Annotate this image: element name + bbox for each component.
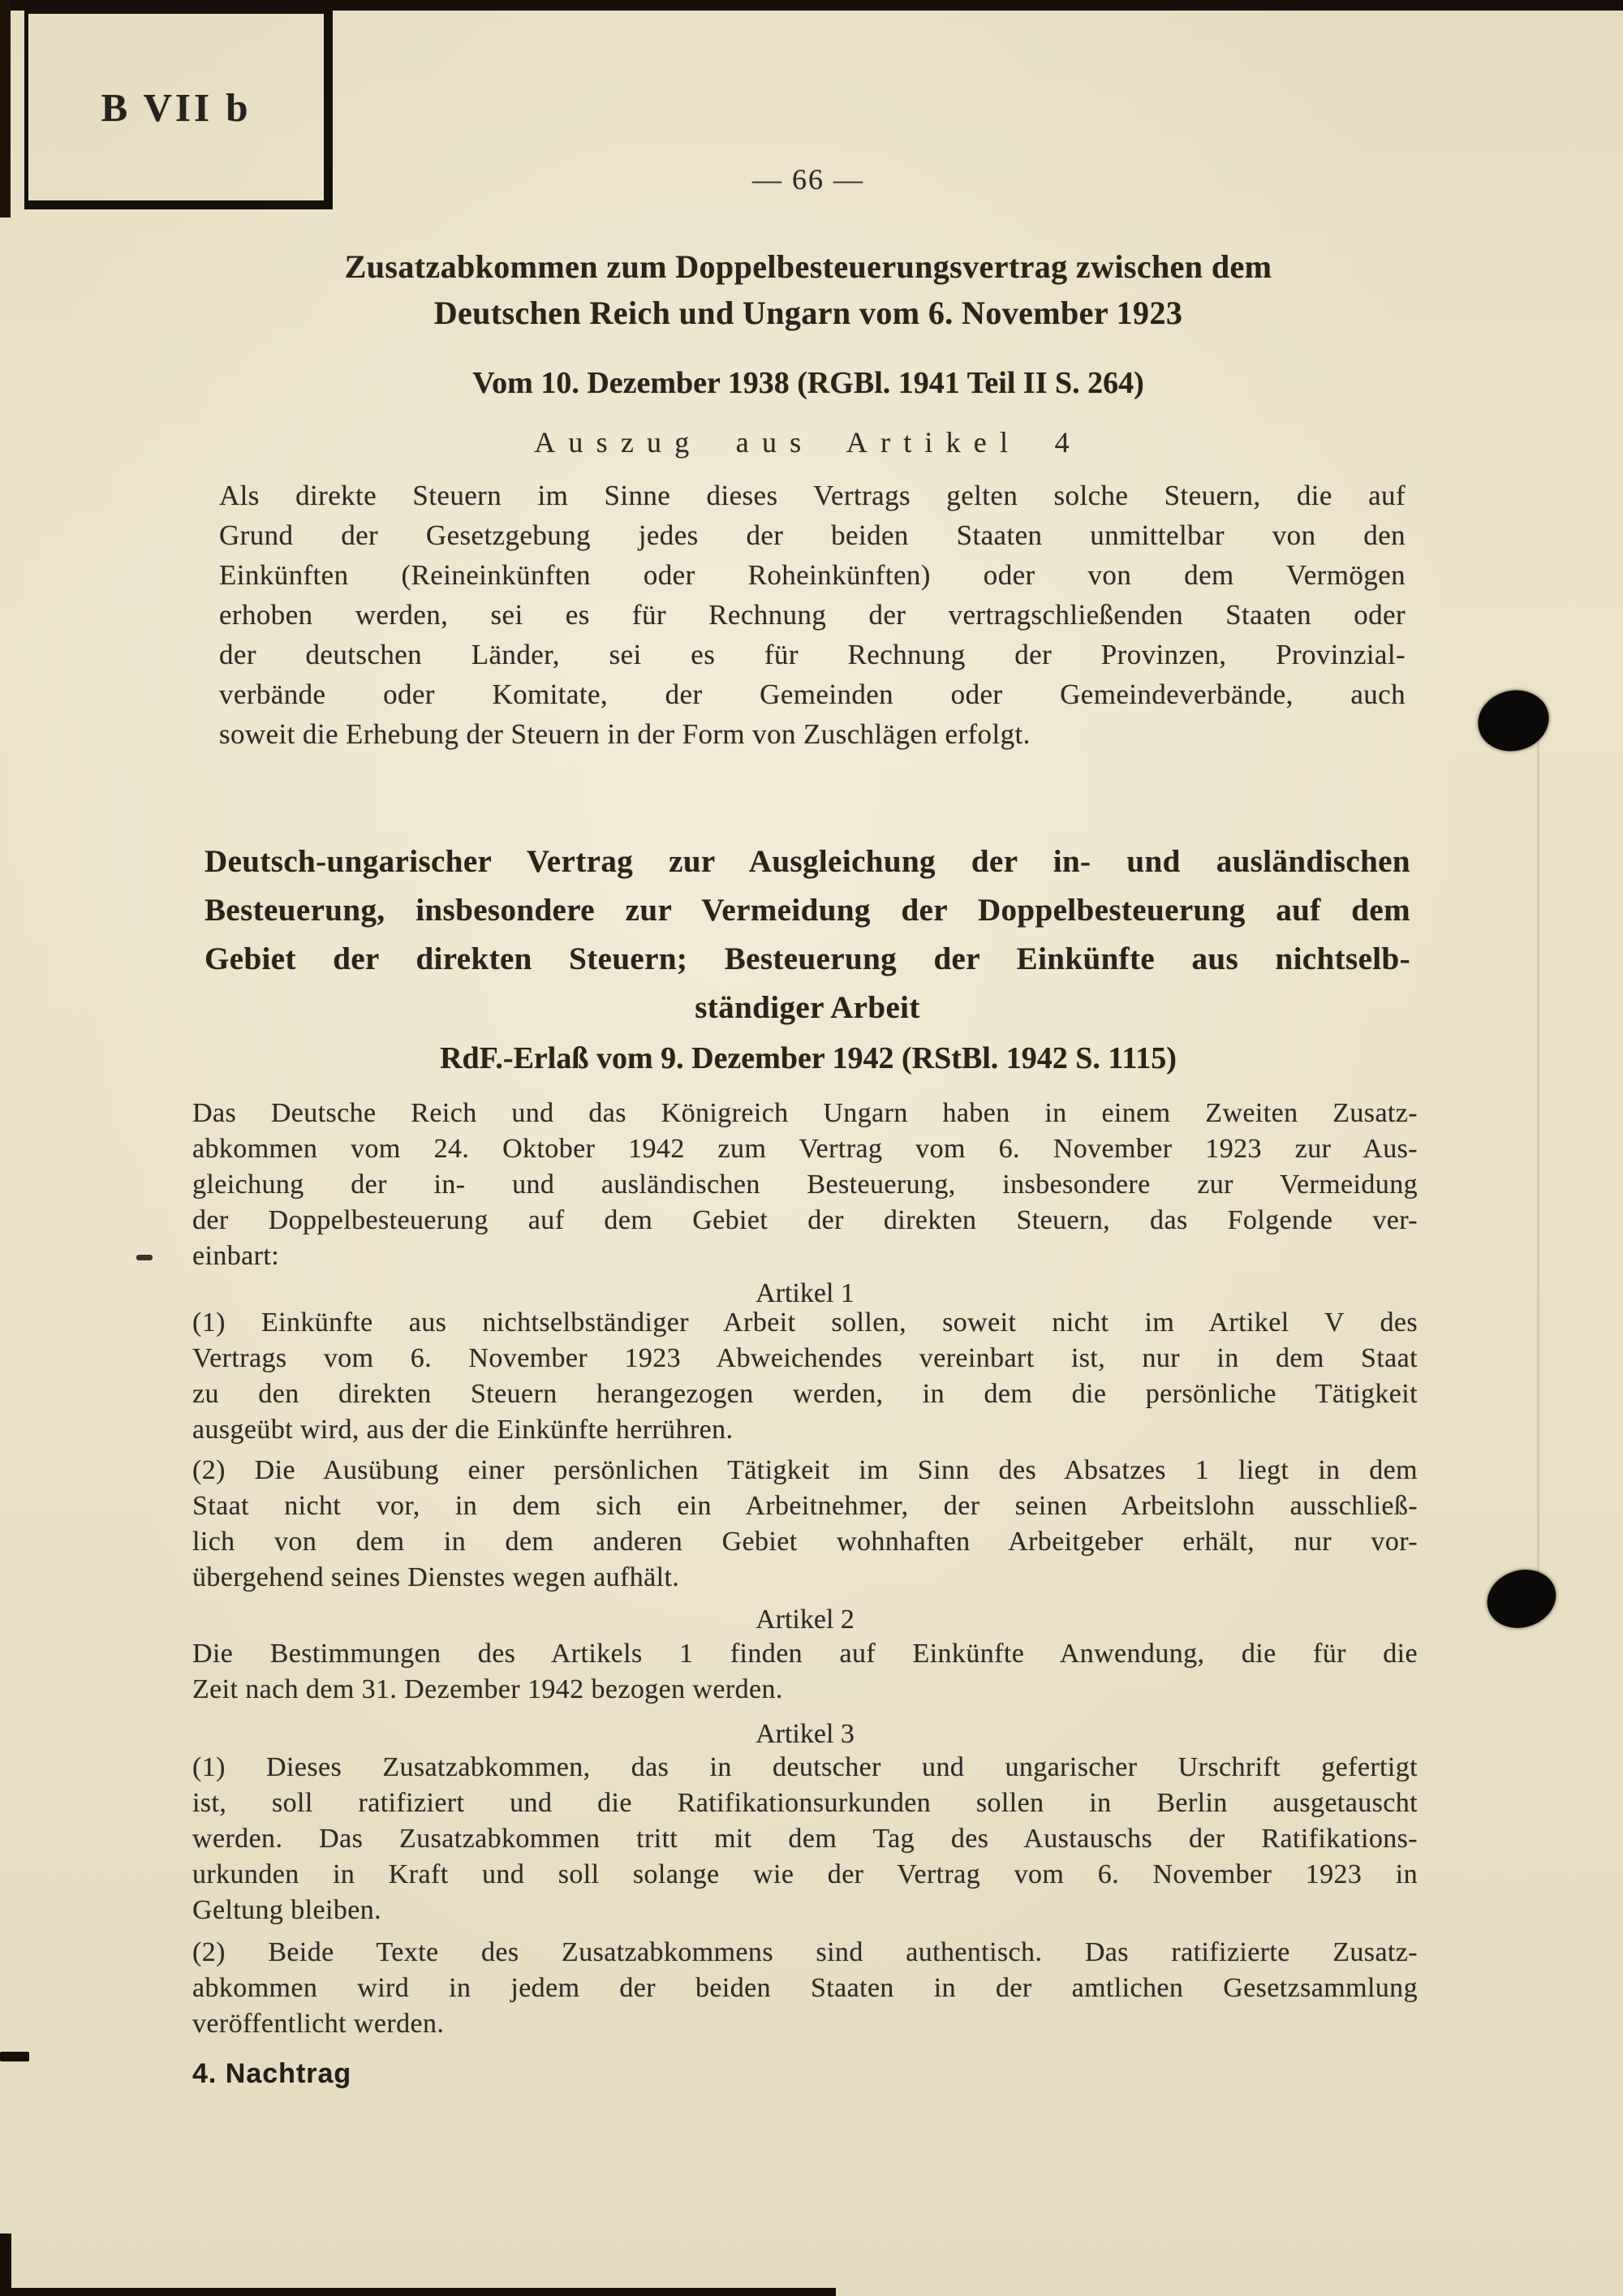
text-line: verbände oder Komitate, der Gemeinden oder Gemeindeverbände, auch xyxy=(219,678,1406,710)
text-line: zu den direkten Steuern herangezogen werden, in dem die persönliche Tätigkeit xyxy=(192,1379,1418,1409)
article3-paragraph-1 xyxy=(192,1750,1418,1928)
section1-date-line: Vom 10. Dezember 1938 (RGBl. 1941 Teil II S. 264) xyxy=(472,366,1144,400)
section2-date-line: RdF.-Erlaß vom 9. Dezember 1942 (RStBl. 1942 S. 1115) xyxy=(440,1041,1177,1075)
text-line: Staat nicht vor, in dem sich ein Arbeitnehmer, der seinen Arbeitslohn ausschließ- xyxy=(192,1491,1418,1521)
text-line: abkommen vom 24. Oktober 1942 zum Vertrag vom 6. November 1923 zur Aus- xyxy=(192,1134,1418,1164)
title-line: Deutschen Reich und Ungarn vom 6. November 1923 xyxy=(433,295,1183,331)
text-line: Als direkte Steuern im Sinne dieses Vertrags gelten solche Steuern, die auf xyxy=(219,480,1406,511)
title-line: Besteuerung, insbesondere zur Vermeidung der Doppelbesteuerung auf dem xyxy=(204,893,1410,928)
scan-mark-left xyxy=(0,2052,29,2061)
text-line: (1) Einkünfte aus nichtselbständiger Arbeit sollen, soweit nicht im Artikel V des xyxy=(192,1307,1418,1338)
text-line: der deutschen Länder, sei es für Rechnung der Provinzen, Provinzial- xyxy=(219,639,1406,670)
article1-paragraph-1 xyxy=(192,1305,1418,1448)
text-line: ausgeübt wird, aus der die Einkünfte herrühren. xyxy=(192,1415,734,1445)
section1-paragraph xyxy=(219,476,1406,754)
article3-paragraph-2 xyxy=(192,1935,1418,2042)
text-line: Geltung bleiben. xyxy=(192,1895,382,1925)
title-line: ständiger Arbeit xyxy=(695,990,920,1025)
text-line: gleichung der in- und ausländischen Besteuerung, insbesondere zur Vermeidung xyxy=(192,1170,1418,1200)
scan-edge-left xyxy=(0,0,11,218)
article2-heading: Artikel 2 xyxy=(756,1605,855,1635)
text-line: übergehend seines Dienstes wegen aufhält. xyxy=(192,1562,680,1592)
article3-heading: Artikel 3 xyxy=(756,1719,855,1749)
section1-excerpt-heading: Auszug aus Artikel 4 xyxy=(534,426,1083,459)
punch-hole-bottom xyxy=(1479,1561,1563,1636)
text-line: urkunden in Kraft und soll solange wie der Vertrag vom 6. November 1923 in xyxy=(192,1859,1418,1889)
text-line: Vertrags vom 6. November 1923 Abweichendes vereinbart ist, nur in dem Staat xyxy=(192,1343,1418,1373)
footer-supplement-label: 4. Nachtrag xyxy=(192,2058,352,2089)
text-line: Das Deutsche Reich und das Königreich Ungarn haben in einem Zweiten Zusatz- xyxy=(192,1098,1418,1128)
paper-crease xyxy=(1537,714,1539,1623)
text-line: (2) Beide Texte des Zusatzabkommens sind authentisch. Das ratifizierte Zusatz- xyxy=(192,1937,1418,1967)
section1-title xyxy=(195,243,1422,336)
article1-paragraph-2 xyxy=(192,1453,1418,1596)
text-line: lich von dem in dem anderen Gebiet wohnhaften Arbeitgeber erhält, nur vor- xyxy=(192,1527,1418,1557)
title-line: Deutsch-ungarischer Vertrag zur Ausgleichung der in- und ausländischen xyxy=(204,844,1410,879)
text-line: (1) Dieses Zusatzabkommen, das in deutscher und ungarischer Urschrift gefertigt xyxy=(192,1752,1418,1782)
section2-title xyxy=(204,838,1410,1032)
text-line: veröffentlicht werden. xyxy=(192,2009,445,2039)
title-line: Gebiet der direkten Steuern; Besteuerung der Einkünfte aus nichtselb- xyxy=(204,941,1410,976)
text-line: Einkünften (Reineinkünften oder Roheinkünften) oder von dem Vermögen xyxy=(219,559,1406,591)
margin-stray-mark xyxy=(136,1255,153,1260)
punch-hole-top xyxy=(1471,683,1555,758)
text-line: soweit die Erhebung der Steuern in der Form von Zuschlägen erfolgt. xyxy=(219,718,1031,750)
text-line: werden. Das Zusatzabkommen tritt mit dem Tag des Austauschs der Ratifikations- xyxy=(192,1824,1418,1854)
text-line: Grund der Gesetzgebung jedes der beiden Staaten unmittelbar von den xyxy=(219,519,1406,551)
text-line: der Doppelbesteuerung auf dem Gebiet der direkten Steuern, das Folgende ver- xyxy=(192,1205,1418,1235)
text-line: Zeit nach dem 31. Dezember 1942 bezogen werden. xyxy=(192,1674,783,1704)
text-line: abkommen wird in jedem der beiden Staaten in der amtlichen Gesetzsammlung xyxy=(192,1973,1418,2003)
text-line: ist, soll ratifiziert und die Ratifikationsurkunden sollen in Berlin ausgetauscht xyxy=(192,1788,1418,1818)
text-line: einbart: xyxy=(192,1241,280,1271)
article1-heading: Artikel 1 xyxy=(756,1278,855,1308)
page-number: — 66 — xyxy=(752,163,864,196)
title-line: Zusatzabkommen zum Doppelbesteuerungsvertrag zwischen dem xyxy=(344,248,1272,285)
article2-paragraph-1 xyxy=(192,1636,1418,1708)
section2-intro-paragraph xyxy=(192,1096,1418,1274)
text-line: (2) Die Ausübung einer persönlichen Tätigkeit im Sinn des Absatzes 1 liegt in dem xyxy=(192,1455,1418,1485)
text-line: Die Bestimmungen des Artikels 1 finden auf Einkünfte Anwendung, die für die xyxy=(192,1639,1418,1669)
scan-edge-bottom xyxy=(0,2288,836,2296)
scan-edge-bottom-left xyxy=(0,2234,11,2296)
text-line: erhoben werden, sei es für Rechnung der vertragschließenden Staaten oder xyxy=(219,599,1406,631)
classification-label: B VII b xyxy=(101,84,252,130)
